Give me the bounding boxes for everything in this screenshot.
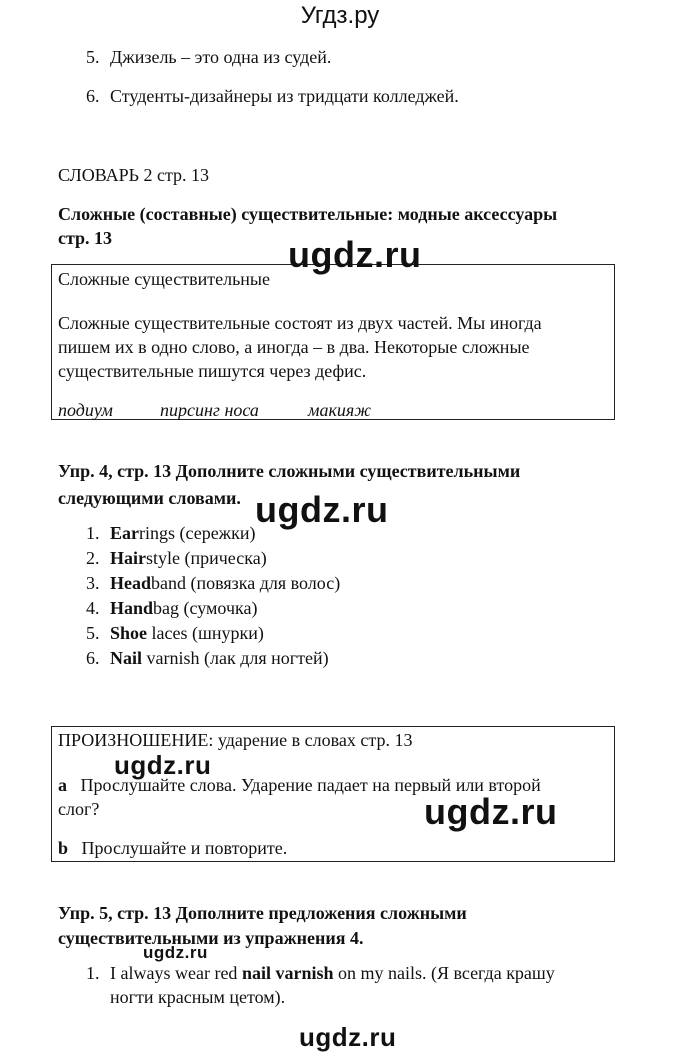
answer-bold: Ear xyxy=(110,523,139,543)
exercise-5-title-line1: Упр. 5, стр. 13 Дополните предложения сложными xyxy=(58,903,467,923)
exercise-4-title-line2: следующими словами. xyxy=(58,488,241,508)
list-number: 6. xyxy=(86,86,100,106)
box-text-line: пишем их в одно слово, а иногда – в два. Некоторые сложные xyxy=(58,337,530,357)
list-number: 6. xyxy=(86,648,100,668)
box-text-line: существительные пишутся через дефис. xyxy=(58,361,367,381)
list-item xyxy=(86,546,267,570)
watermark: ugdz.ru xyxy=(255,489,389,530)
answer-rest: varnish (лак для ногтей) xyxy=(142,648,329,668)
list-number: 2. xyxy=(86,548,100,568)
answer-rest: band (повязка для волос) xyxy=(151,573,341,593)
list-number: 4. xyxy=(86,598,100,618)
list-number: 5. xyxy=(86,623,100,643)
list-number: 3. xyxy=(86,573,100,593)
site-header: Угдз.ру xyxy=(300,2,380,29)
box-text-line: Прослушайте слова. Ударение падает на первый или второй xyxy=(80,775,541,795)
list-number: 1. xyxy=(86,523,100,543)
list-item xyxy=(86,646,329,670)
answer-bold: nail varnish xyxy=(241,963,334,983)
list-item xyxy=(86,84,459,108)
list-item xyxy=(86,596,257,620)
watermark: ugdz.ru xyxy=(288,234,422,275)
watermark: ugdz.ru xyxy=(424,791,558,832)
exercise-4-title-line1: Упр. 4, стр. 13 Дополните сложными существительными xyxy=(58,461,521,481)
list-number: 5. xyxy=(86,47,100,67)
box-title: ПРОИЗНОШЕНИЕ: ударение в словах стр. 13 xyxy=(58,730,413,750)
example-word: макияж xyxy=(308,400,372,420)
list-text: Студенты-дизайнеры из тридцати колледжей. xyxy=(110,86,459,106)
vocab-title-line1: Сложные (составные) существительные: модные аксессуары xyxy=(58,204,558,224)
list-item xyxy=(86,961,555,985)
list-item xyxy=(86,45,331,69)
answer-bold: Hand xyxy=(110,598,154,618)
sentence-pre: I always wear red xyxy=(110,963,242,983)
example-word: подиум xyxy=(58,400,113,420)
exercise-5-title-line2: существительными из упражнения 4. xyxy=(58,928,364,948)
answer-bold: Hair xyxy=(110,548,146,568)
answer-bold: Shoe xyxy=(110,623,148,643)
watermark: ugdz.ru xyxy=(143,943,208,962)
sentence-post: on my nails. (Я всегда крашу xyxy=(333,963,555,983)
box-item-b xyxy=(58,836,287,860)
list-text: Джизель – это одна из судей. xyxy=(110,47,332,67)
vocab-heading: СЛОВАРЬ 2 стр. 13 xyxy=(58,165,210,185)
box-text-line: слог? xyxy=(58,799,100,819)
box-text-line: Сложные существительные состоят из двух частей. Мы иногда xyxy=(58,313,542,333)
list-number: 1. xyxy=(86,963,100,983)
vocab-title-line2: стр. 13 xyxy=(58,228,113,248)
answer-rest: laces (шнурки) xyxy=(147,623,264,643)
answer-rest: rings (сережки) xyxy=(139,523,256,543)
list-item xyxy=(86,521,256,545)
answer-bold: Head xyxy=(110,573,152,593)
watermark: ugdz.ru xyxy=(299,1022,397,1052)
box-text-line: Прослушайте и повторите. xyxy=(81,838,288,858)
answer-bold: Nail xyxy=(110,648,143,668)
sentence-line2: ногти красным цетом). xyxy=(110,987,286,1007)
item-label: b xyxy=(58,838,69,858)
example-word: пирсинг носа xyxy=(160,400,259,420)
list-item xyxy=(86,621,264,645)
answer-rest: bag (сумочка) xyxy=(153,598,258,618)
item-label: a xyxy=(58,775,67,795)
watermark: ugdz.ru xyxy=(114,750,212,780)
list-item xyxy=(86,571,340,595)
answer-rest: style (прическа) xyxy=(146,548,267,568)
box-title: Сложные существительные xyxy=(58,269,270,289)
